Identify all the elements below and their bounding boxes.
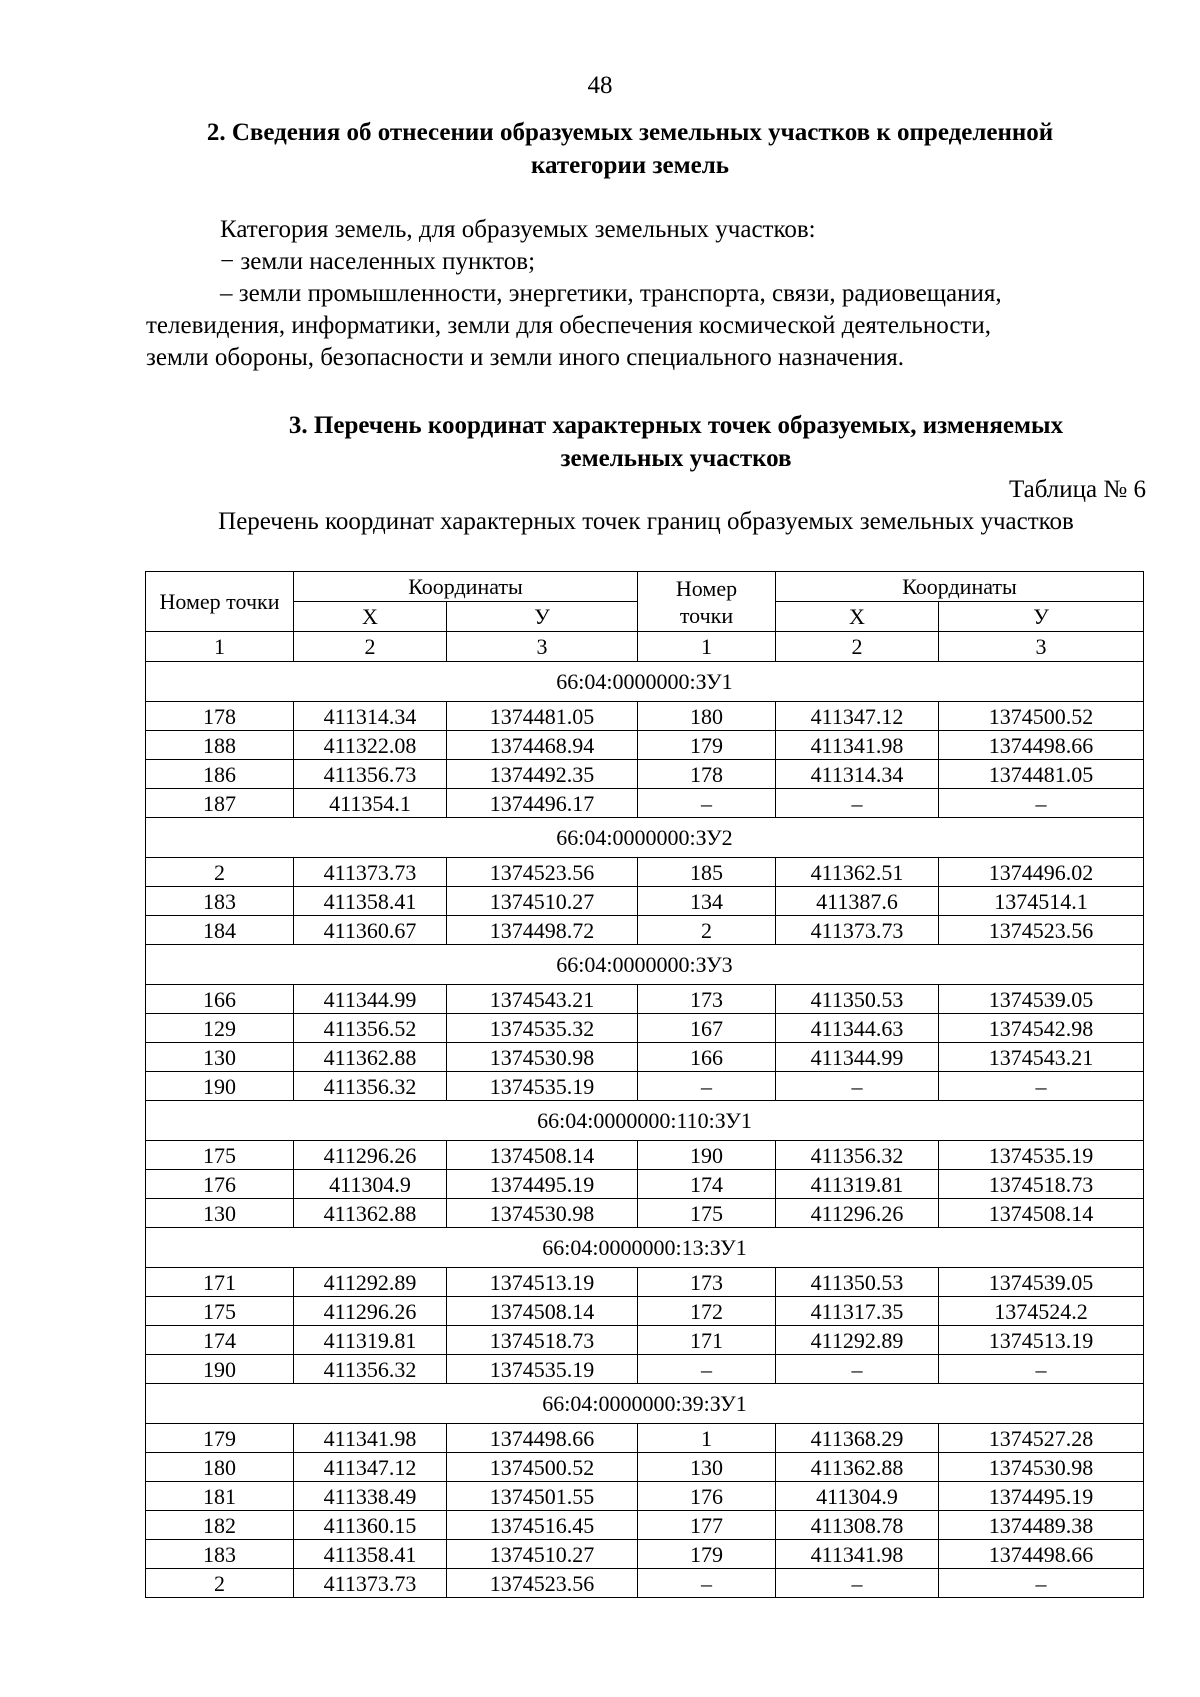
table-caption: Перечень координат характерных точек границ образуемых земельных участков: [218, 508, 1074, 535]
point-number-cell: 171: [146, 1268, 294, 1297]
y-coordinate-cell: 1374468.94: [447, 731, 638, 760]
y-coordinate-cell: 1374523.56: [447, 1569, 638, 1598]
point-number-cell: –: [638, 1569, 776, 1598]
x-coordinate-cell: 411356.73: [294, 760, 447, 789]
header-point-number-2-line1: Номер: [675, 575, 738, 601]
column-number: 1: [638, 632, 776, 662]
x-coordinate-cell: 411356.52: [294, 1014, 447, 1043]
section2-heading: [150, 116, 1110, 182]
column-number: 2: [294, 632, 447, 662]
table-row: [146, 1043, 1144, 1072]
y-coordinate-cell: 1374489.38: [939, 1511, 1144, 1540]
y-coordinate-cell: 1374535.19: [447, 1072, 638, 1101]
table-row: [146, 1199, 1144, 1228]
y-coordinate-cell: 1374539.05: [939, 985, 1144, 1014]
point-number-cell: 190: [146, 1355, 294, 1384]
section3-heading-line1: 3. Перечень координат характерных точек образуемых, изменяемых: [288, 412, 1064, 439]
y-coordinate-cell: 1374523.56: [939, 916, 1144, 945]
table-row: [146, 1170, 1144, 1199]
point-number-cell: 174: [638, 1170, 776, 1199]
point-number-cell: 188: [146, 731, 294, 760]
x-coordinate-cell: 411296.26: [294, 1141, 447, 1170]
y-coordinate-cell: 1374500.52: [447, 1453, 638, 1482]
x-coordinate-cell: 411356.32: [294, 1355, 447, 1384]
point-number-cell: 182: [146, 1511, 294, 1540]
cadastral-number: 66:04:0000000:ЗУ3: [146, 945, 1144, 985]
point-number-cell: 176: [146, 1170, 294, 1199]
table-row: [146, 760, 1144, 789]
x-coordinate-cell: 411322.08: [294, 731, 447, 760]
y-coordinate-cell: 1374501.55: [447, 1482, 638, 1511]
table-row: [146, 1453, 1144, 1482]
x-coordinate-cell: 411350.53: [776, 985, 939, 1014]
x-coordinate-cell: 411344.99: [776, 1043, 939, 1072]
x-coordinate-cell: 411319.81: [776, 1170, 939, 1199]
x-coordinate-cell: 411373.73: [776, 916, 939, 945]
header-x-2: Х: [776, 602, 939, 632]
point-number-cell: 175: [638, 1199, 776, 1228]
x-coordinate-cell: 411314.34: [294, 702, 447, 731]
y-coordinate-cell: 1374518.73: [447, 1326, 638, 1355]
x-coordinate-cell: –: [776, 1569, 939, 1598]
x-coordinate-cell: 411344.63: [776, 1014, 939, 1043]
point-number-cell: 177: [638, 1511, 776, 1540]
y-coordinate-cell: 1374496.02: [939, 858, 1144, 887]
x-coordinate-cell: 411319.81: [294, 1326, 447, 1355]
y-coordinate-cell: 1374495.19: [939, 1482, 1144, 1511]
x-coordinate-cell: 411356.32: [776, 1141, 939, 1170]
point-number-cell: 175: [146, 1141, 294, 1170]
table-row: [146, 1014, 1144, 1043]
point-number-cell: 183: [146, 887, 294, 916]
table-row: [146, 1268, 1144, 1297]
land-category-item-2-line2: телевидения, информатики, земли для обеспечения космической деятельности,: [146, 312, 991, 339]
y-coordinate-cell: 1374527.28: [939, 1424, 1144, 1453]
y-coordinate-cell: 1374481.05: [447, 702, 638, 731]
point-number-cell: 180: [638, 702, 776, 731]
x-coordinate-cell: 411341.98: [776, 731, 939, 760]
header-point-number-2: [638, 572, 776, 632]
x-coordinate-cell: 411347.12: [294, 1453, 447, 1482]
header-coordinates: Координаты: [294, 572, 638, 602]
table-column-numbering-row: [146, 632, 1144, 662]
x-coordinate-cell: 411356.32: [294, 1072, 447, 1101]
point-number-cell: 167: [638, 1014, 776, 1043]
y-coordinate-cell: 1374498.66: [447, 1424, 638, 1453]
y-coordinate-cell: 1374535.19: [939, 1141, 1144, 1170]
x-coordinate-cell: 411368.29: [776, 1424, 939, 1453]
point-number-cell: 187: [146, 789, 294, 818]
table-section-row: [146, 662, 1144, 702]
x-coordinate-cell: 411341.98: [776, 1540, 939, 1569]
table-row: [146, 1072, 1144, 1101]
y-coordinate-cell: 1374510.27: [447, 1540, 638, 1569]
land-category-item-2: [146, 278, 1146, 374]
table-row: [146, 1569, 1144, 1598]
table-row: [146, 1355, 1144, 1384]
y-coordinate-cell: 1374495.19: [447, 1170, 638, 1199]
x-coordinate-cell: 411347.12: [776, 702, 939, 731]
land-category-intro: Категория земель, для образуемых земельных участков:: [220, 216, 816, 243]
x-coordinate-cell: 411373.73: [294, 1569, 447, 1598]
point-number-cell: 186: [146, 760, 294, 789]
x-coordinate-cell: 411304.9: [776, 1482, 939, 1511]
y-coordinate-cell: 1374535.32: [447, 1014, 638, 1043]
section3-heading: [200, 409, 1152, 475]
table-row: [146, 887, 1144, 916]
page-number: 48: [587, 72, 613, 99]
header-coordinates-2: Координаты: [776, 572, 1144, 602]
x-coordinate-cell: 411338.49: [294, 1482, 447, 1511]
point-number-cell: 173: [638, 985, 776, 1014]
x-coordinate-cell: –: [776, 789, 939, 818]
x-coordinate-cell: 411341.98: [294, 1424, 447, 1453]
table-row: [146, 1297, 1144, 1326]
y-coordinate-cell: 1374524.2: [939, 1297, 1144, 1326]
cadastral-number: 66:04:0000000:39:ЗУ1: [146, 1384, 1144, 1424]
section2-heading-line1: 2. Сведения об отнесении образуемых земельных участков к определенной: [206, 119, 1054, 146]
table-section-row: [146, 1228, 1144, 1268]
point-number-cell: –: [638, 1355, 776, 1384]
y-coordinate-cell: 1374530.98: [447, 1043, 638, 1072]
y-coordinate-cell: 1374535.19: [447, 1355, 638, 1384]
cadastral-number: 66:04:0000000:ЗУ2: [146, 818, 1144, 858]
table-label: Таблица № 6: [1008, 476, 1146, 503]
point-number-cell: 1: [638, 1424, 776, 1453]
y-coordinate-cell: 1374513.19: [447, 1268, 638, 1297]
land-category-item-1: − земли населенных пунктов;: [220, 248, 536, 275]
coordinates-table: [145, 571, 1144, 1598]
table-row: [146, 1326, 1144, 1355]
x-coordinate-cell: 411292.89: [776, 1326, 939, 1355]
land-category-item-2-line1: – земли промышленности, энергетики, транспорта, связи, радиовещания,: [220, 280, 1002, 307]
point-number-cell: 178: [638, 760, 776, 789]
table-row: [146, 1511, 1144, 1540]
header-y: У: [447, 602, 638, 632]
y-coordinate-cell: 1374498.72: [447, 916, 638, 945]
y-coordinate-cell: 1374500.52: [939, 702, 1144, 731]
point-number-cell: 181: [146, 1482, 294, 1511]
coordinates-table-body: [146, 572, 1144, 1598]
point-number-cell: 166: [638, 1043, 776, 1072]
point-number-cell: 2: [146, 1569, 294, 1598]
y-coordinate-cell: 1374498.66: [939, 1540, 1144, 1569]
point-number-cell: –: [638, 1072, 776, 1101]
x-coordinate-cell: 411292.89: [294, 1268, 447, 1297]
header-point-number-2-line2: точки: [679, 602, 734, 628]
y-coordinate-cell: 1374513.19: [939, 1326, 1144, 1355]
x-coordinate-cell: 411296.26: [294, 1297, 447, 1326]
point-number-cell: 2: [638, 916, 776, 945]
table-section-row: [146, 818, 1144, 858]
column-number: 2: [776, 632, 939, 662]
x-coordinate-cell: 411304.9: [294, 1170, 447, 1199]
x-coordinate-cell: 411362.51: [776, 858, 939, 887]
y-coordinate-cell: –: [939, 1072, 1144, 1101]
point-number-cell: 175: [146, 1297, 294, 1326]
table-row: [146, 789, 1144, 818]
x-coordinate-cell: 411296.26: [776, 1199, 939, 1228]
table-row: [146, 1424, 1144, 1453]
table-section-row: [146, 945, 1144, 985]
y-coordinate-cell: 1374496.17: [447, 789, 638, 818]
y-coordinate-cell: 1374530.98: [939, 1453, 1144, 1482]
table-row: [146, 702, 1144, 731]
y-coordinate-cell: –: [939, 1569, 1144, 1598]
x-coordinate-cell: –: [776, 1072, 939, 1101]
point-number-cell: 2: [146, 858, 294, 887]
y-coordinate-cell: 1374481.05: [939, 760, 1144, 789]
point-number-cell: 134: [638, 887, 776, 916]
point-number-cell: 180: [146, 1453, 294, 1482]
table-row: [146, 1482, 1144, 1511]
y-coordinate-cell: –: [939, 1355, 1144, 1384]
y-coordinate-cell: 1374492.35: [447, 760, 638, 789]
table-header-row-1: [146, 572, 1144, 602]
x-coordinate-cell: 411362.88: [294, 1043, 447, 1072]
x-coordinate-cell: 411314.34: [776, 760, 939, 789]
y-coordinate-cell: 1374543.21: [447, 985, 638, 1014]
header-point-number: Номер точки: [146, 572, 294, 632]
y-coordinate-cell: 1374510.27: [447, 887, 638, 916]
point-number-cell: 184: [146, 916, 294, 945]
table-row: [146, 1540, 1144, 1569]
land-category-item-2-line3: земли обороны, безопасности и земли иного специального назначения.: [146, 344, 904, 371]
cadastral-number: 66:04:0000000:13:ЗУ1: [146, 1228, 1144, 1268]
y-coordinate-cell: 1374523.56: [447, 858, 638, 887]
x-coordinate-cell: 411344.99: [294, 985, 447, 1014]
point-number-cell: 179: [638, 1540, 776, 1569]
y-coordinate-cell: 1374514.1: [939, 887, 1144, 916]
x-coordinate-cell: 411308.78: [776, 1511, 939, 1540]
point-number-cell: 130: [146, 1199, 294, 1228]
x-coordinate-cell: 411362.88: [776, 1453, 939, 1482]
point-number-cell: 190: [146, 1072, 294, 1101]
header-y-2: У: [939, 602, 1144, 632]
y-coordinate-cell: 1374516.45: [447, 1511, 638, 1540]
table-row: [146, 731, 1144, 760]
point-number-cell: 176: [638, 1482, 776, 1511]
y-coordinate-cell: 1374508.14: [939, 1199, 1144, 1228]
section3-heading-line2: земельных участков: [560, 445, 792, 472]
x-coordinate-cell: 411360.67: [294, 916, 447, 945]
column-number: 3: [939, 632, 1144, 662]
table-row: [146, 858, 1144, 887]
y-coordinate-cell: 1374542.98: [939, 1014, 1144, 1043]
x-coordinate-cell: –: [776, 1355, 939, 1384]
y-coordinate-cell: 1374508.14: [447, 1297, 638, 1326]
y-coordinate-cell: 1374518.73: [939, 1170, 1144, 1199]
point-number-cell: 171: [638, 1326, 776, 1355]
point-number-cell: 183: [146, 1540, 294, 1569]
y-coordinate-cell: 1374539.05: [939, 1268, 1144, 1297]
table-section-row: [146, 1101, 1144, 1141]
point-number-cell: –: [638, 789, 776, 818]
table-row: [146, 1141, 1144, 1170]
cadastral-number: 66:04:0000000:110:ЗУ1: [146, 1101, 1144, 1141]
x-coordinate-cell: 411362.88: [294, 1199, 447, 1228]
point-number-cell: 179: [638, 731, 776, 760]
x-coordinate-cell: 411358.41: [294, 1540, 447, 1569]
table-row: [146, 985, 1144, 1014]
header-x: Х: [294, 602, 447, 632]
x-coordinate-cell: 411317.35: [776, 1297, 939, 1326]
point-number-cell: 178: [146, 702, 294, 731]
point-number-cell: 130: [638, 1453, 776, 1482]
point-number-cell: 185: [638, 858, 776, 887]
point-number-cell: 174: [146, 1326, 294, 1355]
x-coordinate-cell: 411387.6: [776, 887, 939, 916]
x-coordinate-cell: 411354.1: [294, 789, 447, 818]
column-number: 3: [447, 632, 638, 662]
point-number-cell: 173: [638, 1268, 776, 1297]
point-number-cell: 130: [146, 1043, 294, 1072]
y-coordinate-cell: 1374530.98: [447, 1199, 638, 1228]
x-coordinate-cell: 411360.15: [294, 1511, 447, 1540]
y-coordinate-cell: 1374543.21: [939, 1043, 1144, 1072]
y-coordinate-cell: 1374508.14: [447, 1141, 638, 1170]
table-row: [146, 916, 1144, 945]
column-number: 1: [146, 632, 294, 662]
point-number-cell: 179: [146, 1424, 294, 1453]
table-section-row: [146, 1384, 1144, 1424]
y-coordinate-cell: –: [939, 789, 1144, 818]
point-number-cell: 190: [638, 1141, 776, 1170]
cadastral-number: 66:04:0000000:ЗУ1: [146, 662, 1144, 702]
y-coordinate-cell: 1374498.66: [939, 731, 1144, 760]
point-number-cell: 172: [638, 1297, 776, 1326]
section2-heading-line2: категории земель: [531, 152, 729, 179]
x-coordinate-cell: 411373.73: [294, 858, 447, 887]
point-number-cell: 166: [146, 985, 294, 1014]
x-coordinate-cell: 411358.41: [294, 887, 447, 916]
point-number-cell: 129: [146, 1014, 294, 1043]
x-coordinate-cell: 411350.53: [776, 1268, 939, 1297]
